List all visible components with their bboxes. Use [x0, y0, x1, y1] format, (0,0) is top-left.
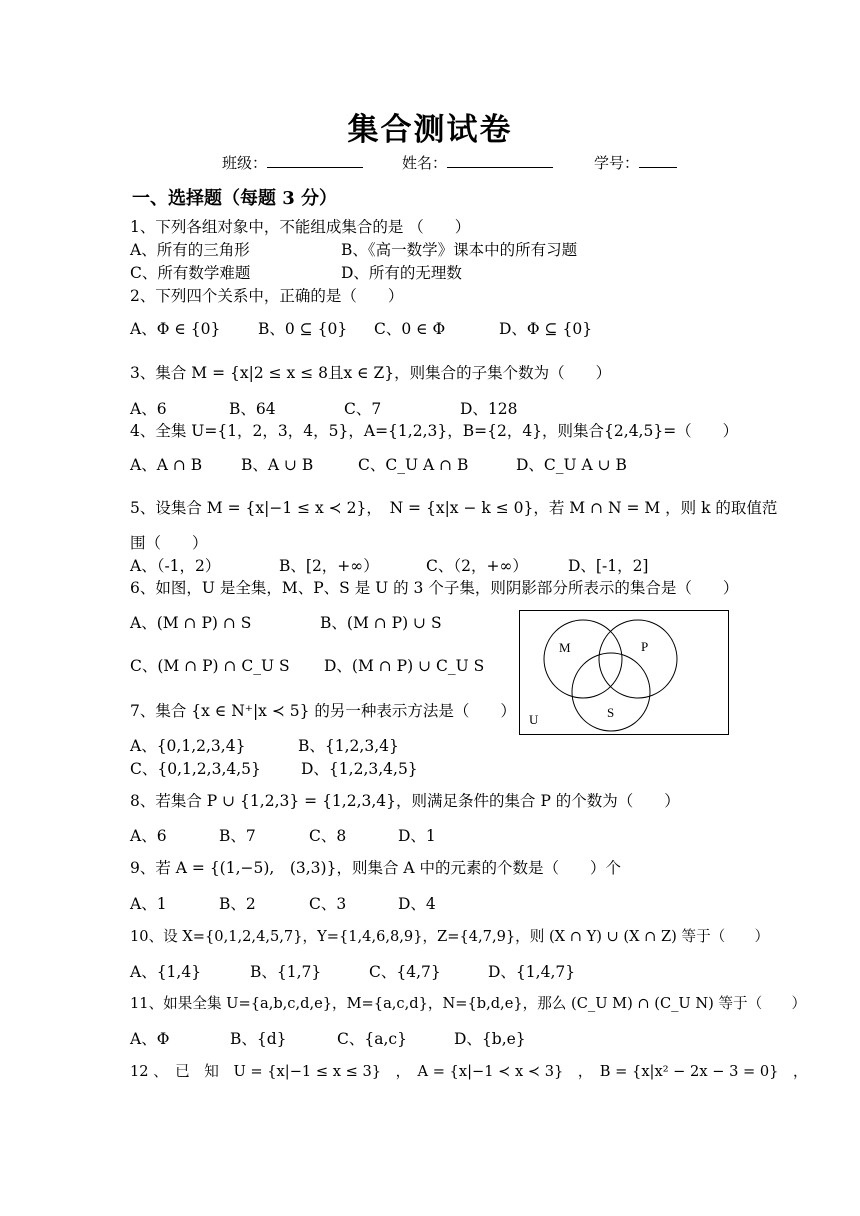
- question-11-option-b: B、{d}: [230, 1030, 287, 1048]
- question-1-option-a: A、所有的三角形: [130, 241, 250, 259]
- question-5-stem-continued: 围（ ）: [130, 534, 208, 552]
- question-2-option-b: B、0 ⊆ {0}: [258, 320, 348, 338]
- question-10-stem: 10、设 X={0,1,2,4,5,7}，Y={1,4,6,8,9}，Z={4,7,9}，则 (X ∩ Y) ∪ (X ∩ Z) 等于（ ）: [130, 928, 770, 945]
- universal-set-box: [520, 611, 729, 735]
- question-9-option-a: A、1: [130, 895, 167, 913]
- question-6-option-c: C、(M ∩ P) ∩ C_U S: [130, 657, 290, 675]
- question-11-stem: 11、如果全集 U={a,b,c,d,e}，M={a,c,d}，N={b,d,e}，那么 (C_U M) ∩ (C_U N) 等于（ ）: [130, 995, 807, 1012]
- question-2-stem: 2、下列四个关系中，正确的是（ ）: [130, 287, 404, 305]
- name-blank[interactable]: [447, 153, 553, 168]
- question-7-option-b: B、{1,2,3,4}: [298, 737, 399, 755]
- name-field: [402, 152, 553, 173]
- question-1-stem: 1、下列各组对象中，不能组成集合的是 （ ）: [130, 218, 471, 236]
- question-8-option-c: C、8: [309, 827, 347, 845]
- question-10-option-a: A、{1,4}: [130, 963, 202, 981]
- question-9-option-b: B、2: [219, 895, 256, 913]
- class-blank[interactable]: [267, 153, 363, 168]
- question-7-option-a: A、{0,1,2,3,4}: [130, 737, 246, 755]
- page-title: 集合测试卷: [347, 112, 513, 148]
- question-9-option-d: D、4: [398, 895, 436, 913]
- student-id-label: 学号：: [594, 154, 640, 172]
- question-4-option-c: C、C_U A ∩ B: [358, 456, 469, 474]
- question-8-stem: 8、若集合 P ∪ {1,2,3} = {1,2,3,4}，则满足条件的集合 P 的个数为（ ）: [130, 792, 680, 810]
- set-p-label: P: [641, 639, 649, 654]
- set-u-label: U: [529, 712, 539, 727]
- class-label: 班级：: [222, 154, 268, 172]
- question-6-option-a: A、(M ∩ P) ∩ S: [130, 614, 252, 632]
- question-6-option-b: B、(M ∩ P) ∪ S: [320, 614, 442, 632]
- question-5-option-d: D、[-1，2]: [568, 557, 649, 575]
- question-12-stem: 12 、 已 知 U = {x|−1 ≤ x ≤ 3} ， A = {x|−1 ≺ x ≺ 3} ， B = {x|x² − 2x − 3 = 0} ，: [130, 1063, 808, 1080]
- section-title: 一、选择题（每题 3 分）: [132, 188, 338, 209]
- set-p-circle: [599, 620, 677, 698]
- question-3-option-a: A、6: [130, 400, 167, 418]
- question-6-stem: 6、如图，U 是全集，M、P、S 是 U 的 3 个子集，则阴影部分所表示的集合是（ ）: [130, 579, 739, 597]
- question-7-option-d: D、{1,2,3,4,5}: [301, 760, 418, 778]
- question-7-stem: 7、集合 {x ∈ N⁺|x ≺ 5} 的另一种表示方法是（ ）: [130, 702, 516, 720]
- question-4-option-a: A、A ∩ B: [130, 456, 203, 474]
- question-2-option-c: C、0 ∈ Φ: [374, 320, 446, 338]
- question-10-option-d: D、{1,4,7}: [488, 963, 576, 981]
- class-field: [222, 152, 363, 173]
- question-5-option-b: B、[2，+∞）: [279, 557, 379, 575]
- student-id-field: [594, 152, 677, 173]
- question-1-option-b: B、《高一数学》课本中的所有习题: [341, 241, 578, 259]
- question-7-option-c: C、{0,1,2,3,4,5}: [130, 760, 261, 778]
- question-9-stem: 9、若 A = {(1,−5), (3,3)}，则集合 A 中的元素的个数是（ ）个: [130, 859, 621, 877]
- question-3-option-b: B、64: [229, 400, 276, 418]
- question-5-option-a: A、（-1，2）: [130, 557, 221, 575]
- question-6-option-d: D、(M ∩ P) ∪ C_U S: [324, 657, 485, 675]
- question-4-option-d: D、C_U A ∪ B: [516, 456, 627, 474]
- student-id-blank[interactable]: [639, 153, 677, 168]
- question-5-option-c: C、（2，+∞）: [426, 557, 528, 575]
- question-3-option-d: D、128: [460, 400, 518, 418]
- question-3-stem: 3、集合 M = {x|2 ≤ x ≤ 8且x ∈ Z}，则集合的子集个数为（ ）: [130, 364, 612, 382]
- set-m-label: M: [559, 640, 571, 655]
- question-1-option-d: D、所有的无理数: [341, 264, 462, 282]
- question-9-option-c: C、3: [309, 895, 347, 913]
- question-1-option-c: C、所有数学难题: [130, 264, 251, 282]
- name-label: 姓名：: [402, 154, 448, 172]
- question-11-option-a: A、Φ: [130, 1030, 170, 1048]
- question-8-option-b: B、7: [219, 827, 256, 845]
- question-10-option-c: C、{4,7}: [369, 963, 441, 981]
- venn-diagram: [519, 610, 729, 735]
- question-3-option-c: C、7: [344, 400, 382, 418]
- question-5-stem: 5、设集合 M = {x|−1 ≤ x ≺ 2}， N = {x|x − k ≤ 0}，若 M ∩ N = M ，则 k 的取值范: [130, 499, 778, 517]
- question-2-option-a: A、Φ ∈ {0}: [130, 320, 221, 338]
- question-11-option-c: C、{a,c}: [337, 1030, 407, 1048]
- question-4-stem: 4、全集 U={1，2，3，4，5}，A={1,2,3}，B={2，4}，则集合{2,4,5}=（ ）: [130, 422, 739, 440]
- question-10-option-b: B、{1,7}: [250, 963, 322, 981]
- question-11-option-d: D、{b,e}: [454, 1030, 526, 1048]
- set-s-label: S: [607, 705, 615, 720]
- question-8-option-a: A、6: [130, 827, 167, 845]
- question-4-option-b: B、A ∪ B: [241, 456, 314, 474]
- question-2-option-d: D、Φ ⊆ {0}: [499, 320, 593, 338]
- question-8-option-d: D、1: [398, 827, 436, 845]
